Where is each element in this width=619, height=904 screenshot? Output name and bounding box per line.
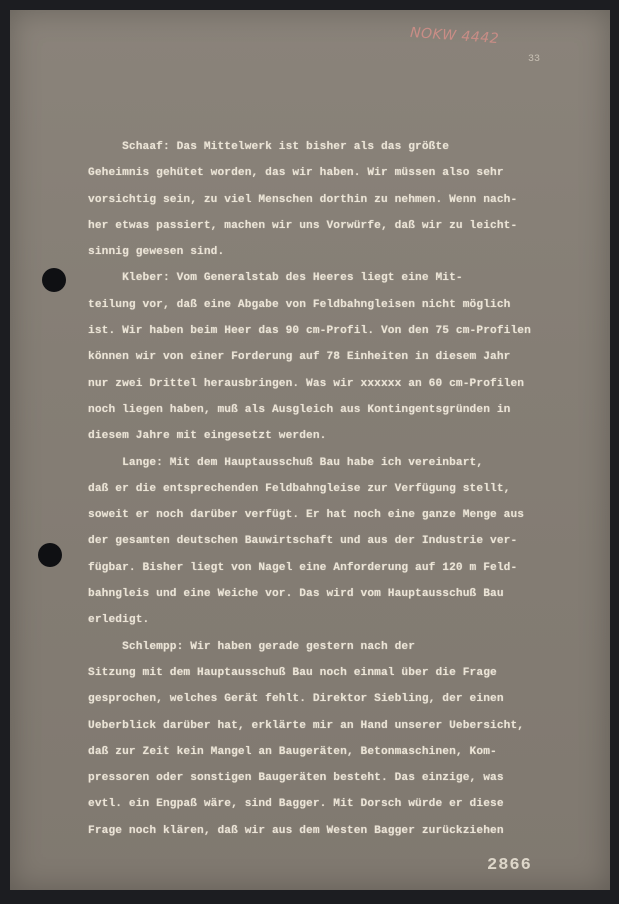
text-line: sinnig gewesen sind.	[88, 246, 225, 259]
text-line: ist. Wir haben beim Heer das 90 cm-Profil. Von den 75 cm-Profilen	[88, 325, 531, 338]
typed-transcript-body	[88, 134, 588, 844]
folio-number: 33	[528, 54, 541, 65]
text-line: der gesamten deutschen Bauwirtschaft und aus der Industrie ver-	[88, 535, 518, 548]
text-line: fügbar. Bisher liegt von Nagel eine Anforderung auf 120 m Feld-	[88, 561, 518, 574]
text-line: daß zur Zeit kein Mangel an Baugeräten, Betonmaschinen, Kom-	[88, 745, 497, 758]
text-line: erledigt.	[88, 614, 150, 627]
text-line: Schlempp: Wir haben gerade gestern nach der	[88, 640, 416, 653]
text-line: können wir von einer Forderung auf 78 Einheiten in diesem Jahr	[88, 351, 511, 364]
handwritten-document-reference: NOKW 4442	[409, 24, 500, 48]
text-line: Geheimnis gehütet worden, das wir haben. Wir müssen also sehr	[88, 167, 504, 180]
text-line: evtl. ein Engpaß wäre, sind Bagger. Mit Dorsch würde er diese	[88, 798, 504, 811]
text-line: soweit er noch darüber verfügt. Er hat noch eine ganze Menge aus	[88, 509, 525, 522]
text-line: Kleber: Vom Generalstab des Heeres liegt eine Mit-	[88, 272, 463, 285]
text-line: nur zwei Drittel herausbringen. Was wir xxxxxx an 60 cm-Profilen	[88, 377, 525, 390]
text-line: teilung vor, daß eine Abgabe von Feldbahngleisen nicht möglich	[88, 298, 511, 311]
punch-hole-bottom	[38, 543, 62, 567]
text-line: diesem Jahre mit eingesetzt werden.	[88, 430, 327, 443]
text-line: bahngleis und eine Weiche vor. Das wird vom Hauptausschuß Bau	[88, 588, 504, 601]
document-page	[10, 10, 610, 890]
text-line: vorsichtig sein, zu viel Menschen dorthin zu nehmen. Wenn nach-	[88, 193, 518, 206]
text-line: her etwas passiert, machen wir uns Vorwürfe, daß wir zu leicht-	[88, 219, 518, 232]
text-line: Ueberblick darüber hat, erklärte mir an Hand unserer Uebersicht,	[88, 719, 525, 732]
text-line: Sitzung mit dem Hauptausschuß Bau noch einmal über die Frage	[88, 666, 497, 679]
text-line: Schaaf: Das Mittelwerk ist bisher als das größte	[88, 141, 450, 153]
text-line: daß er die entsprechenden Feldbahngleise zur Verfügung stellt,	[88, 482, 511, 495]
text-line: Lange: Mit dem Hauptausschuß Bau habe ich vereinbart,	[88, 456, 484, 469]
page-number: 2866	[487, 856, 532, 875]
punch-hole-top	[42, 268, 66, 292]
text-line: noch liegen haben, muß als Ausgleich aus Kontingentsgründen in	[88, 403, 511, 416]
text-line: Frage noch klären, daß wir aus dem Westen Bagger zurückziehen	[88, 824, 504, 837]
text-line: gesprochen, welches Gerät fehlt. Direktor Siebling, der einen	[88, 693, 504, 706]
text-line: pressoren oder sonstigen Baugeräten besteht. Das einzige, was	[88, 772, 504, 785]
